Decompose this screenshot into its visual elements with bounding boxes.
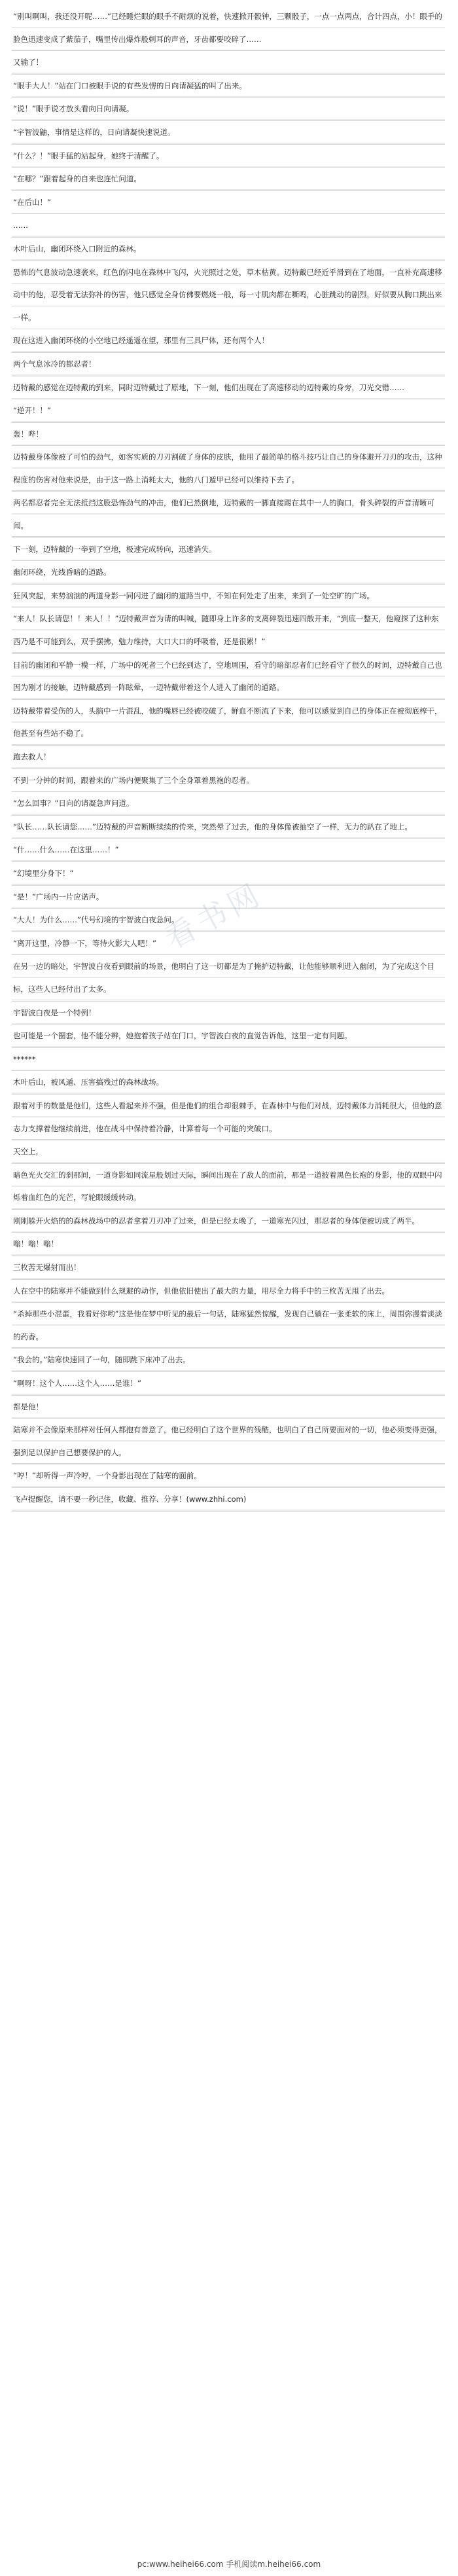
paragraph: 幽闭环绕，光线昏暗的道路。 [12,561,445,585]
paragraph: 恐怖的气息波动急速袭来，红色的闪电在森林中飞闪，火光照过之处，草木枯黄。迈特戴已经近乎滑到在了地面，一直补充高速移动中的他，忍受着无法弥补的伤害，他只感觉全身仿佛要燃烧一般，每一寸肌肉都在嘶鸣，心脏跳动的剧烈，好似要从胸口跳出来一样。 [12,261,445,330]
paragraph: “什……什么……在这里……！” [12,839,445,862]
paragraph: “啊呀！这个人……这个人……是谁！” [12,1372,445,1396]
paragraph: 跑去救人！ [12,746,445,769]
paragraph: 天空上， [12,1140,445,1164]
paragraph: 也可能是一个圈套，他不能分辨，她抱着孩子站在门口，宇智波白夜的直觉告诉他，这里一定有问题。 [12,1025,445,1048]
paragraph: 迈特戴的感觉在迈特戴的到来，同时迈特戴过了原地，下一刻，他们出现在了高速移动的迈特戴的身旁，刀光交错…… [12,376,445,400]
paragraph: “幻境里分身下！” [12,862,445,886]
paragraph: 陆寒并不会像原来那样对任何人都抱有善意了，他已经明白了这个世界的残酷，也明白了自己所要面对的一切，他必须变得更强，强到足以保护自己想要保护的人。 [12,1419,445,1464]
paragraph: “眼手大人！”站在门口被眼手说的有些发愣的日向请凝猛的叫了出来。 [12,75,445,98]
paragraph: 在另一边的暗处，宇智波白夜看到眼前的场景，他明白了这一切都是为了掩护迈特戴，让他能够顺利进入幽闭，为了完成这个目标，这些人已经付出了太多。 [12,955,445,1001]
chapter-end-note: 飞卢提醒您，请不要一秒记住，收藏、推荐、分享！(www.zhhi.com) [12,1488,445,1512]
paragraph: “离开这里，冷静一下，等待火影大人吧！” [12,932,445,956]
paragraph: 跟着对手的数量是他们，这些人看起来并不强，但是他们的组合却很棘手，在森林中与他们对战，迈特戴体力消耗很大，但他的意志力支撑着他继续前进，他在战斗中保持着冷静，计算着每一个可能的突破口。 [12,1095,445,1140]
paragraph: 两名都忍者完全无法抵挡这股恐怖劲气的冲击，他们已然倒地，迈特戴的一脚直接踢在其中一人的胸口，骨头碎裂的声音清晰可闻。 [12,492,445,537]
paragraph: “在后山！” [12,191,445,215]
paragraph: “在哪？”跟着起身的自来也连忙问道。 [12,168,445,191]
paragraph: “说！”眼手说才放头看向日向请凝。 [12,98,445,121]
paragraph: 轰！哔！ [12,423,445,446]
paragraph: 不到一分钟的时间，跟着来的广场内便聚集了三个全身罩着黑袍的忍者。 [12,769,445,793]
paragraph: …… [12,214,445,238]
paragraph: 目前的幽闭和平静一模一样，广场中的死者三个已经到达了，空地周围，看守的暗部忍者们已经看守了很久的时间，迈特戴自己也因为刚才的接触，迈特戴感到一阵眩晕，一迈特戴带着这个人进入了幽闭的道路。 [12,654,445,700]
paragraph: 嗡！嗡！嗡！ [12,1233,445,1256]
paragraph: “来人！队长请您！！来人！！”迈特戴声音为请的叫喊，随即身上许多的支离碎裂迅速四散开来，“到底一整天，他窥探了这种东西乃是不可能到么，双手摆拂，勉力维持，大口大口的呼吸着，还是很累！” [12,608,445,653]
paragraph: ****** [12,1048,445,1072]
paragraph: “大人！为什么……”代号幻境的宇智波白夜急问。 [12,909,445,932]
paragraph: 暗色光火交汇的刹那间，一道身影如同流星般划过天际，瞬间出现在了敌人的面前，那是一道披着黑色长袍的身影，他的双眼中闪烁着血红色的光芒，写轮眼缓缓转动。 [12,1164,445,1210]
paragraph: 刚刚躲开火焰的的森林战场中的忍者拿着刀刃冲了过来，但是已经太晚了，一道寒光闪过，那忍者的身体便被切成了两半。 [12,1210,445,1233]
paragraph: “是！”广场内一片应诺声。 [12,886,445,909]
paragraph: “我会的。”陆寒快速回了一句，随即跳下床冲了出去。 [12,1349,445,1372]
paragraph: 两个气息冰冷的都忍者！ [12,353,445,376]
paragraph: 下一刻，迈特戴的一拳到了空地，极速完成转向，迅速消失。 [12,538,445,562]
paragraph: 现在这进入幽闭环绕的小空地已经遥遥在望，那里有三具尸体，还有两个人！ [12,329,445,353]
paragraph: 木叶后山，幽闭环绕入口附近的森林。 [12,238,445,261]
paragraph: 人在空中的陆寒并不能做到什么规避的动作，但他依旧使出了最大的力量，用尽全力将手中的三枚苦无甩了出去。 [12,1280,445,1303]
paragraph: “哼！”却听得一声冷哼，一个身影出现在了陆寒的面前。 [12,1464,445,1488]
paragraph: “杀掉那些小混蛋，我看好你哟”这是他在梦中听见的最后一句话，陆寒猛然惊醒，发现自己躺在一张柔软的床上，周围弥漫着淡淡的药香。 [12,1303,445,1349]
paragraph: 都是他！ [12,1396,445,1419]
paragraph: “宇智波鼬，事情是这样的，日向请凝快速说道。 [12,121,445,145]
paragraph: 狂风突起，来势汹汹的两道身影一同闪进了幽闭的道路当中，不知在何处走了出来，来到了一处空旷的广场。 [12,585,445,608]
paragraph: “什么？！”眼手猛的站起身，她终于清醒了。 [12,145,445,168]
paragraph: 宇智波白夜是一个特例！ [12,1002,445,1025]
site-footer: pc:www.heihei66.com 手机阅读m.heihei66.com [137,2560,321,2569]
paragraph: “逆开！！” [12,399,445,423]
paragraph: “队长……队长请您……”迈特戴的声音断断续续的传来，突然晕了过去，他的身体像被抽空了一样，无力的趴在了地上。 [12,816,445,839]
paragraph: 三枚苦无爆射而出！ [12,1256,445,1280]
paragraph: 又输了！ [12,51,445,75]
paragraph: 木叶后山，被风遁、压害搞残过的森林战场。 [12,1071,445,1095]
paragraph: 迈特戴身体像被了可怕的劲气，如客实质的刀刃割破了身体的皮肤，他用了最简单的格斗技巧让自己的身体避开刀刃的攻击，这种程度的伤害对他来说是，由于这一路上消耗太大，他的八门遁甲已经可以维持下去了。 [12,446,445,492]
paragraph: 迈特戴带着受伤的人，头脑中一片混乱，他的嘴唇已经被咬破了，鲜血不断流了下来，他可以感觉到自己的身体正在被彻底榨干，他甚至有些站不稳了。 [12,700,445,746]
paragraph: “别叫啊叫，我还没开呢……”已经睡烂眼的眼手不耐烦的说着，快速掀开骰钟，三颗骰子，一点一点两点，合计四点，小！眼手的脸色迅速变成了紫茄子，嘴里传出爆炸般刺耳的声音，牙齿都要咬碎了…… [12,5,445,51]
paragraph: “怎么回事？”日向的请凝急声问道。 [12,792,445,816]
